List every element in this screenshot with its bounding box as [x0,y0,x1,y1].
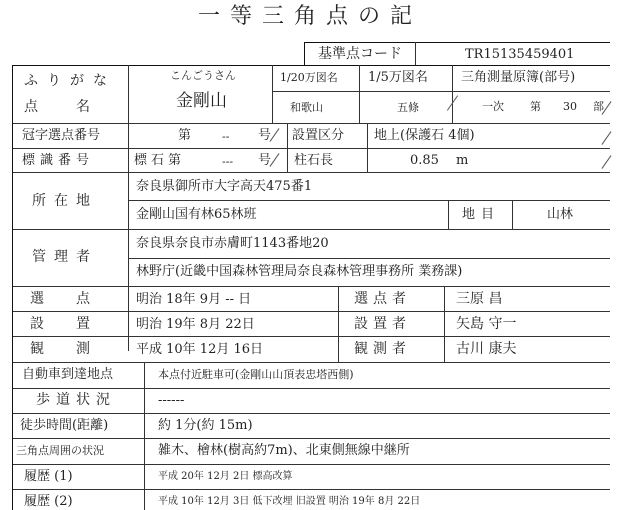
env-value: 雑木、檜林(樹高約7m)、北東側無線中継所 [158,443,410,458]
grid-line [272,65,273,123]
marker-value: 標石第 [134,153,186,168]
name-label: 点名 [24,99,128,115]
grid-line [12,362,610,363]
marker-label: 標識番号 [22,153,95,168]
manager-line1: 奈良県奈良市赤膚町1143番地20 [136,236,329,251]
crown-go: 号 [258,128,272,143]
map50k-value: 五條 [397,101,419,114]
pillar-value: 0.85 [410,153,439,168]
obs-person: 古川 康夫 [456,341,517,357]
grid-line [128,258,610,259]
grid-line [128,65,129,351]
grid-line [12,65,610,66]
document-title: 一等三角点の記 [197,4,422,29]
sel-person: 三原 昌 [456,291,503,307]
grid-line [12,489,610,490]
crown-label: 冠字選点番号 [22,128,101,143]
grid-line [12,286,610,287]
grid-line [367,123,368,172]
grid-line [12,388,610,389]
manager-line2: 林野庁(近畿中国森林管理局奈良森林管理事務所 業務課) [136,264,463,279]
grid-line [12,123,610,124]
time-value: 約 1分(約 15m) [158,418,253,433]
grid-line [272,91,610,92]
grid-line [12,438,610,439]
grid-line [12,464,610,465]
map50k-label: 1/5万図名 [368,70,428,85]
register-dai: 第 [530,100,541,113]
crown-dai: 第 [178,128,192,143]
set-person-label: 設置者 [354,316,411,332]
land-value: 山林 [547,207,574,222]
set-label: 設置 [30,316,122,332]
slash-mark [602,131,612,145]
sel-person-label: 選点者 [354,291,411,307]
location-line1: 奈良県御所市大字高天475番1 [136,179,313,194]
pillar-unit: m [456,153,469,168]
register-num: 30 [563,100,577,113]
grid-line [452,65,453,123]
car-value: 本点付近駐車可(金剛山山頂表忠塔西側) [158,368,354,381]
code-value: TR15135459401 [465,47,575,62]
walk-label: 歩道状況 [36,392,116,408]
manager-label: 管理者 [32,249,98,265]
set-person: 矢島 守一 [456,316,517,332]
grid-line [448,200,449,229]
grid-line [12,65,13,510]
grid-line [12,172,610,173]
grid-line [359,65,360,123]
location-label: 所在地 [32,193,98,209]
grid-line [304,42,610,43]
grid-line [12,229,610,230]
land-label: 地目 [462,207,501,222]
grid-line [338,286,339,362]
sel-date: 明治 18年 9月 -- 日 [136,292,252,307]
register-order: 一次 [482,100,504,113]
obs-label: 観測 [30,341,122,357]
grid-line [144,362,145,510]
code-label: 基準点コード [318,46,402,62]
grid-line [12,413,610,414]
hist1-label: 履歴 (1) [24,469,73,484]
register-bu: 部 [593,100,604,113]
marker-go: 号 [258,153,272,168]
furigana-label: ふりがな [24,73,116,89]
walk-value: ------ [158,393,185,408]
grid-line [415,42,416,65]
point-name: 金剛山 [176,91,227,111]
map200k-label: 1/20万図名 [280,71,338,84]
hist2-label: 履歴 (2) [24,494,73,509]
location-line2: 金剛山国有林65林班 [136,207,257,222]
hist1-value: 平成 20年 12月 2日 標高改算 [158,471,293,482]
grid-line [128,200,610,201]
marker-num: --- [222,155,234,168]
grid-line [512,200,513,229]
grid-line [12,336,610,337]
obs-date: 平成 10年 12月 16日 [136,342,264,357]
sel-label: 選点 [30,291,122,307]
obs-person-label: 観測者 [354,341,411,357]
grid-line [12,311,610,312]
grid-line [444,286,445,362]
pillar-label: 柱石長 [294,153,334,168]
furigana-value: こんごうさん [170,69,236,82]
map200k-value: 和歌山 [290,101,323,114]
time-label: 徒歩時間(距離) [20,418,109,433]
hist2-value: 平成 10年 12月 3日 低下改埋 旧設置 明治 19年 8月 22日 [158,496,421,507]
install-cat-value: 地上(保護石 4個) [374,128,475,143]
crown-num: -- [222,130,230,143]
env-label: 三角点周囲の状況 [16,444,104,457]
slash-mark [602,155,612,169]
grid-line [12,148,610,149]
install-cat-label: 設置区分 [292,128,345,143]
register-label: 三角測量原簿(部号) [461,70,576,85]
set-date: 明治 19年 8月 22日 [136,317,255,332]
grid-line [287,123,288,172]
car-label: 自動車到達地点 [22,367,114,382]
grid-line [304,42,305,65]
